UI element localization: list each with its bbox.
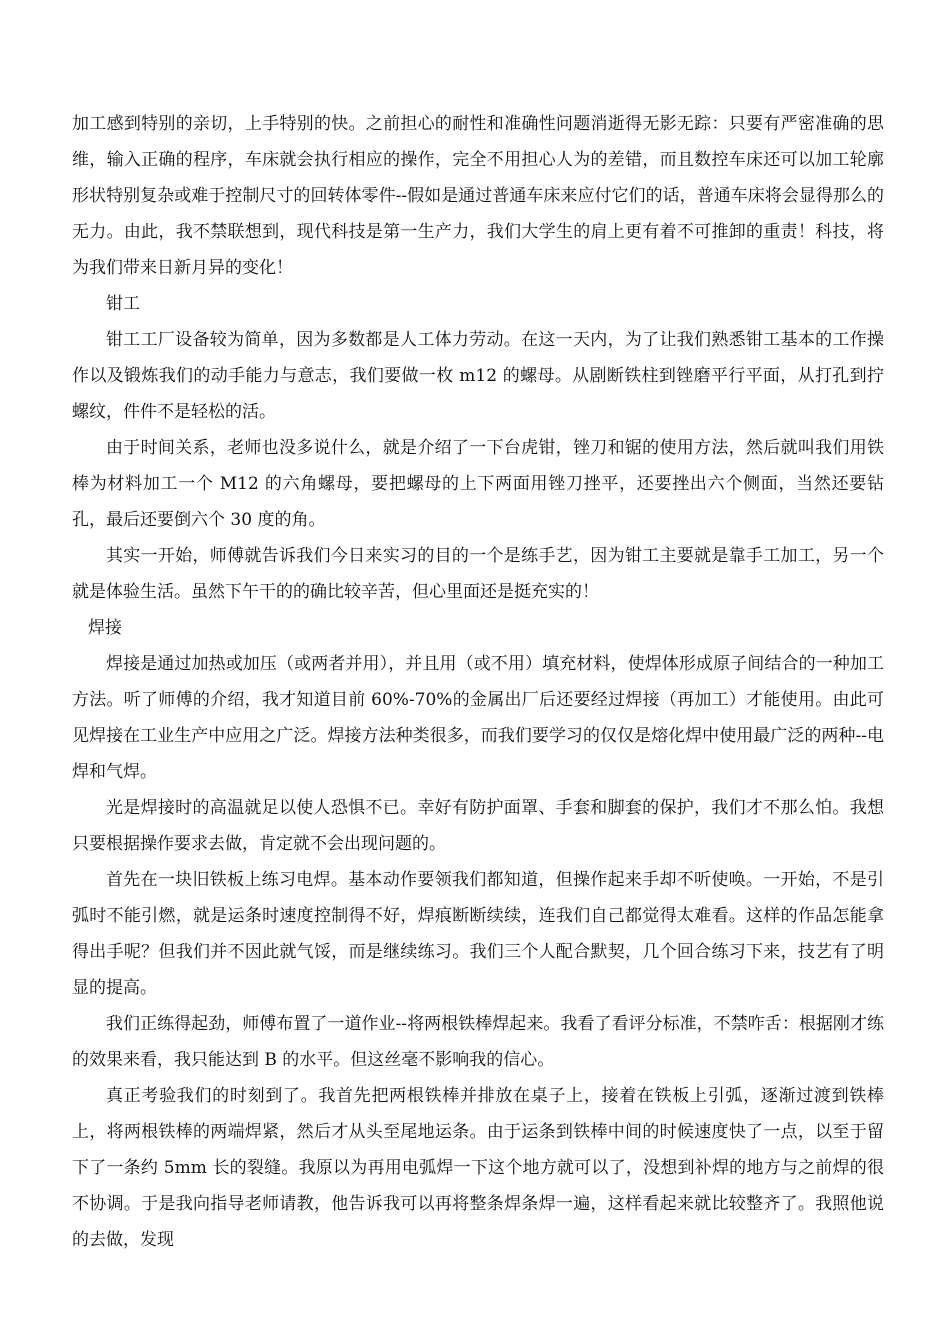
paragraph-cnc-continuation: 加工感到特别的亲切，上手特别的快。之前担心的耐性和准确性问题消逝得无影无踪：只要有严密准确的思维，输入正确的程序，车床就会执行相应的操作，完全不用担心人为的差错，而且数控车床还可以加工轮廓形状特别复杂或难于控制尺寸的回转体零件--假如是通过普通车床来应付它们的话，普通车床将会显得那么的无力。由此，我不禁联想到，现代科技是第一生产力，我们大学生的肩上更有着不可推卸的重责！科技，将为我们带来日新月异的变化！ bbox=[72, 114, 884, 278]
section-heading-fitter: 钳工 bbox=[106, 294, 140, 314]
document-page bbox=[72, 106, 884, 1258]
paragraph-welding-definition: 焊接是通过加热或加压（或两者并用），并且用（或不用）填充材料，使焊体形成原子间结合的一种加工方法。听了师傅的介绍，我才知道目前 60%-70%的金属出厂后还要经过焊接（再加工）才能使用。由此可见焊接在工业生产中应用之广泛。焊接方法种类很多，而我们要学习的仅仅是熔化焊中使用最广泛的两种--电焊和气焊。 bbox=[72, 654, 884, 782]
paragraph-welding-practice: 首先在一块旧铁板上练习电焊。基本动作要领我们都知道，但操作起来手却不听使唤。一开始，不是引弧时不能引燃，就是运条时速度控制得不好，焊痕断断续续，连我们自己都觉得太难看。这样的作品怎能拿得出手呢？但我们并不因此就气馁，而是继续练习。我们三个人配合默契，几个回合练习下来，技艺有了明显的提高。 bbox=[72, 870, 884, 998]
paragraph-welding-test: 真正考验我们的时刻到了。我首先把两根铁棒并排放在桌子上，接着在铁板上引弧，逐渐过渡到铁棒上，将两根铁棒的两端焊紧，然后才从头至尾地运条。由于运条到铁棒中间的时候速度快了一点，以至于留下了一条约 5mm 长的裂缝。我原以为再用电弧焊一下这个地方就可以了，没想到补焊的地方与之前焊的很不协调。于是我向指导老师请教，他告诉我可以再将整条焊条焊一遍，这样看起来就比较整齐了。我照他说的去做，发现 bbox=[72, 1086, 884, 1250]
section-heading-welding: 焊接 bbox=[88, 618, 122, 638]
paragraph-fitter-method: 由于时间关系，老师也没多说什么，就是介绍了一下台虎钳，锉刀和锯的使用方法，然后就叫我们用铁棒为材料加工一个 M12 的六角螺母，要把螺母的上下两面用锉刀挫平，还要挫出六个侧面，当然还要钻孔，最后还要倒六个 30 度的角。 bbox=[72, 438, 884, 530]
paragraph-welding-assignment: 我们正练得起劲，师傅布置了一道作业--将两根铁棒焊起来。我看了看评分标准，不禁咋舌：根据刚才练的效果来看，我只能达到 B 的水平。但这丝毫不影响我的信心。 bbox=[72, 1014, 884, 1070]
paragraph-fitter-purpose: 其实一开始，师傅就告诉我们今日来实习的目的一个是练手艺，因为钳工主要就是靠手工加工，另一个就是体验生活。虽然下午干的的确比较辛苦，但心里面还是挺充实的！ bbox=[72, 546, 884, 602]
paragraph-welding-safety: 光是焊接时的高温就足以使人恐惧不已。幸好有防护面罩、手套和脚套的保护，我们才不那么怕。我想只要根据操作要求去做，肯定就不会出现问题的。 bbox=[72, 798, 884, 854]
paragraph-fitter-intro: 钳工工厂设备较为简单，因为多数都是人工体力劳动。在这一天内，为了让我们熟悉钳工基本的工作操作以及锻炼我们的动手能力与意志，我们要做一枚 m12 的螺母。从剧断铁柱到锉磨平行平面，从打孔到拧螺纹，件件不是轻松的活。 bbox=[72, 330, 884, 422]
